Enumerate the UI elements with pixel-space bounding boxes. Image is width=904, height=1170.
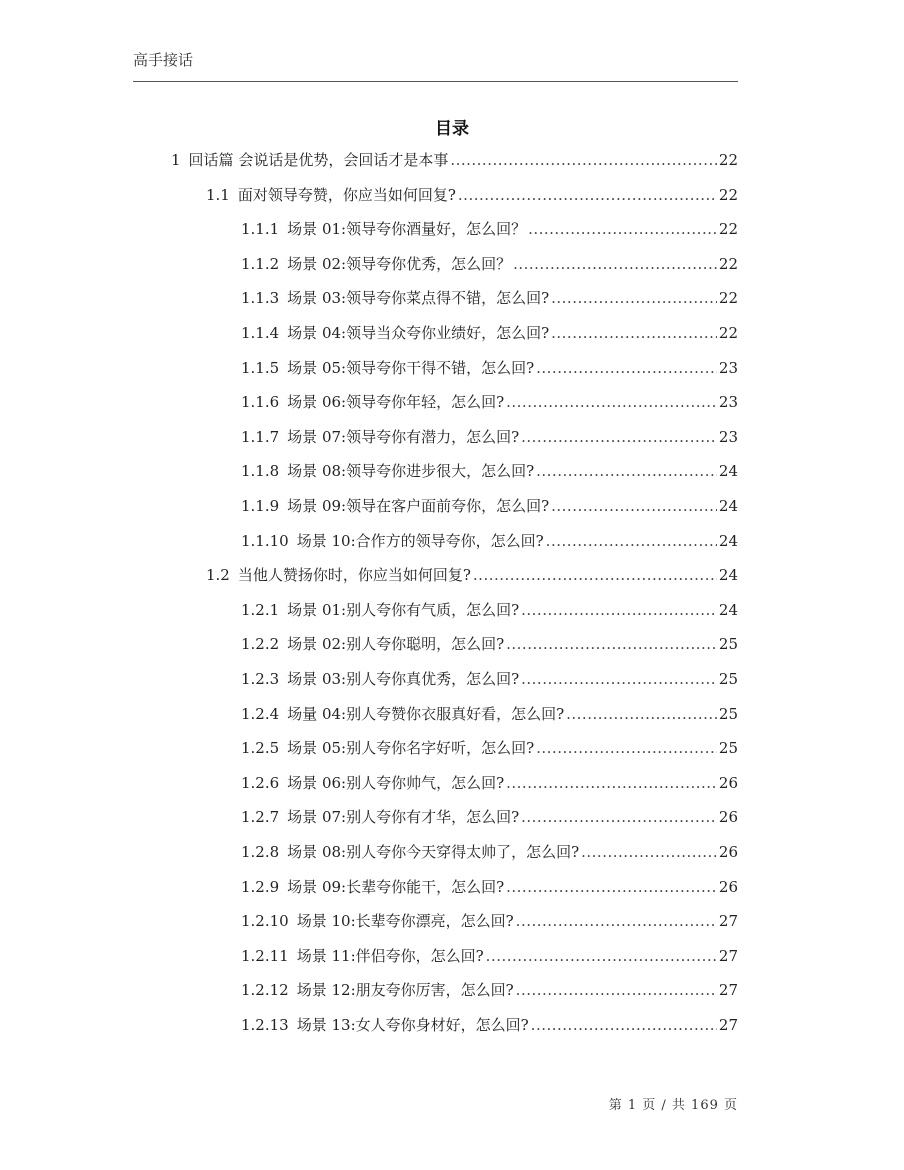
toc-entry-page: 22 [718, 220, 738, 239]
toc-entry-number: 1.1.5 [241, 358, 280, 377]
toc-entry-page: 26 [718, 843, 738, 861]
toc-entry-title: 场景 10:长辈夸你漂亮，怎么回? [296, 912, 514, 931]
toc-entry-number: 1.1.10 [241, 531, 289, 550]
toc-entry-title: 场景 01:领导夸你酒量好，怎么回？ [287, 220, 527, 239]
toc-entry-number: 1.1.3 [241, 289, 280, 308]
toc-entry-number: 1.2.4 [241, 704, 280, 723]
toc-entry-number: 1.1.6 [241, 393, 280, 412]
toc-entry-number: 1.1.1 [241, 220, 280, 239]
toc-entry-title: 场景 05:别人夸你名字好听，怎么回? [287, 739, 535, 758]
toc-dot-leader [531, 1011, 717, 1039]
toc-entry-title: 场景 13:女人夸你身材好，怎么回? [296, 1016, 529, 1034]
toc-entry[interactable] [241, 700, 738, 728]
toc-entry-number: 1.2 [206, 566, 230, 585]
header-divider [133, 81, 738, 82]
toc-entry-title: 场景 03:别人夸你真优秀，怎么回? [287, 670, 520, 688]
toc-entry-page: 22 [718, 324, 738, 342]
toc-entry[interactable] [241, 976, 738, 1004]
toc-entry-number: 1.2.8 [241, 843, 280, 861]
toc-dot-leader [513, 250, 717, 278]
toc-dot-leader [506, 873, 717, 901]
toc-entry-title: 场景 09:长辈夸你能干，怎么回? [287, 877, 505, 896]
toc-dot-leader [521, 423, 717, 451]
toc-dot-leader [506, 769, 717, 797]
toc-entry-page: 27 [718, 1016, 738, 1034]
toc-entry-page: 24 [718, 497, 738, 515]
toc-entry-title: 场景 01:别人夸你有气质，怎么回? [287, 600, 520, 619]
toc-entry[interactable] [241, 907, 738, 935]
toc-dot-leader [521, 596, 717, 624]
toc-dot-leader [516, 907, 717, 935]
toc-entry[interactable] [241, 1011, 738, 1039]
toc-entry-page: 26 [718, 808, 738, 827]
toc-dot-leader [551, 319, 717, 347]
toc-entry-number: 1.1 [206, 185, 230, 204]
toc-entry-number: 1.1.4 [241, 324, 280, 342]
toc-entry-page: 25 [718, 704, 738, 723]
page-number-footer: 第 1 页 / 共 169 页 [608, 1098, 738, 1113]
toc-entry-title: 场景 06:领导夸你年轻，怎么回? [287, 393, 505, 412]
toc-entry-number: 1.2.9 [241, 877, 280, 896]
toc-entry-title: 面对领导夸赞，你应当如何回复? [237, 185, 456, 204]
toc-dot-leader [506, 630, 717, 658]
toc-entry[interactable] [241, 630, 738, 658]
toc-dot-leader [551, 492, 717, 520]
toc-entry-number: 1.1.7 [241, 427, 280, 446]
toc-entry[interactable] [241, 284, 738, 312]
toc-dot-leader [536, 457, 717, 485]
toc-entry-page: 23 [718, 393, 738, 412]
toc-entry-title: 场景 02:领导夸你优秀，怎么回？ [287, 254, 512, 273]
toc-entry-page: 24 [718, 600, 738, 619]
toc-entry[interactable] [241, 423, 738, 451]
toc-entry-number: 1.2.3 [241, 670, 280, 688]
toc-entry-page: 22 [718, 185, 738, 204]
toc-entry-title: 场景 02:别人夸你聪明，怎么回? [287, 635, 505, 654]
toc-entry-title: 场景 03:领导夸你菜点得不错，怎么回? [287, 289, 550, 308]
toc-entry[interactable] [241, 457, 738, 485]
toc-entry-number: 1.1.8 [241, 462, 280, 481]
toc-entry-number: 1.1.9 [241, 497, 280, 515]
toc-entry[interactable] [241, 319, 738, 347]
toc-entry-page: 27 [718, 912, 738, 931]
document-header-title: 高手接话 [133, 51, 194, 69]
toc-entry[interactable] [241, 527, 738, 555]
toc-entry-page: 22 [718, 151, 738, 169]
toc-entry-page: 27 [718, 946, 738, 965]
toc-entry-page: 25 [718, 670, 738, 688]
toc-entry-page: 26 [718, 773, 738, 792]
toc-entry-page: 24 [718, 531, 738, 550]
toc-dot-leader [486, 942, 717, 970]
toc-entry-page: 23 [718, 358, 738, 377]
toc-entry[interactable] [241, 942, 738, 970]
toc-entry-number: 1.2.11 [241, 946, 289, 965]
toc-entry[interactable] [241, 838, 738, 866]
toc-entry[interactable] [241, 215, 738, 243]
toc-entry-title: 场景 04:领导当众夸你业绩好，怎么回? [287, 324, 550, 342]
toc-entry[interactable] [241, 734, 738, 762]
toc-entry-page: 24 [718, 566, 738, 585]
toc-entry[interactable] [241, 492, 738, 520]
toc-entry-page: 24 [718, 462, 738, 481]
toc-entry-page: 25 [718, 635, 738, 654]
toc-entry-number: 1 [171, 151, 181, 169]
toc-entry-title: 场景 07:领导夸你有潜力，怎么回? [287, 427, 520, 446]
toc-dot-leader [516, 976, 717, 1004]
toc-dot-leader [546, 527, 717, 555]
toc-dot-leader [521, 665, 717, 693]
toc-entry-number: 1.1.2 [241, 254, 280, 273]
toc-entry-number: 1.2.5 [241, 739, 280, 758]
toc-entry[interactable] [206, 181, 738, 209]
toc-entry-title: 场景 06:别人夸你帅气，怎么回? [287, 773, 505, 792]
toc-entry-title: 场景 09:领导在客户面前夸你，怎么回? [287, 497, 550, 515]
toc-dot-leader [581, 838, 717, 866]
toc-entry-title: 场景 08:领导夸你进步很大，怎么回? [287, 462, 535, 481]
toc-entry-page: 22 [718, 254, 738, 273]
toc-heading: 目录 [435, 119, 469, 139]
toc-entry-title: 场景 08:别人夸你今天穿得太帅了，怎么回? [287, 843, 580, 861]
toc-entry-number: 1.2.1 [241, 600, 280, 619]
toc-entry[interactable] [241, 803, 738, 831]
toc-dot-leader [506, 388, 717, 416]
toc-entry-page: 22 [718, 289, 738, 308]
toc-entry-number: 1.2.13 [241, 1016, 289, 1034]
toc-dot-leader [450, 146, 717, 174]
toc-entry-title: 回话篇 会说话是优势，会回话才是本事 [188, 151, 449, 169]
toc-entry-number: 1.2.6 [241, 773, 280, 792]
toc-dot-leader [536, 734, 717, 762]
toc-entry-number: 1.2.12 [241, 981, 289, 1000]
toc-entry[interactable] [206, 561, 738, 589]
toc-dot-leader [536, 354, 717, 382]
toc-entry-title: 当他人赞扬你时，你应当如何回复? [237, 566, 471, 585]
toc-entry[interactable] [241, 596, 738, 624]
toc-entry[interactable] [241, 769, 738, 797]
toc-dot-leader [566, 700, 717, 728]
toc-entry-title: 场景 05:领导夸你干得不错，怎么回? [287, 358, 535, 377]
toc-entry-title: 场量 04:别人夸赞你衣服真好看，怎么回? [287, 704, 565, 723]
toc-entry-page: 23 [718, 427, 738, 446]
toc-dot-leader [551, 284, 717, 312]
toc-entry[interactable] [171, 146, 738, 174]
toc-entry-number: 1.2.10 [241, 912, 289, 931]
toc-dot-leader [521, 803, 717, 831]
toc-entry-title: 场景 10:合作方的领导夸你，怎么回? [296, 531, 544, 550]
toc-entry[interactable] [241, 665, 738, 693]
toc-entry-title: 场景 07:别人夸你有才华，怎么回? [287, 808, 520, 827]
toc-entry-title: 场景 11:伴侣夸你，怎么回? [296, 946, 484, 965]
toc-entry-page: 26 [718, 877, 738, 896]
toc-entry-page: 27 [718, 981, 738, 1000]
toc-dot-leader [473, 561, 717, 589]
toc-entry[interactable] [241, 873, 738, 901]
toc-entry-title: 场景 12:朋友夸你厉害，怎么回? [296, 981, 514, 1000]
toc-entry[interactable] [241, 354, 738, 382]
toc-dot-leader [458, 181, 717, 209]
toc-entry[interactable] [241, 250, 738, 278]
toc-entry[interactable] [241, 388, 738, 416]
toc-dot-leader [528, 215, 717, 243]
toc-entry-page: 25 [718, 739, 738, 758]
toc-entry-number: 1.2.7 [241, 808, 280, 827]
toc-entry-number: 1.2.2 [241, 635, 280, 654]
